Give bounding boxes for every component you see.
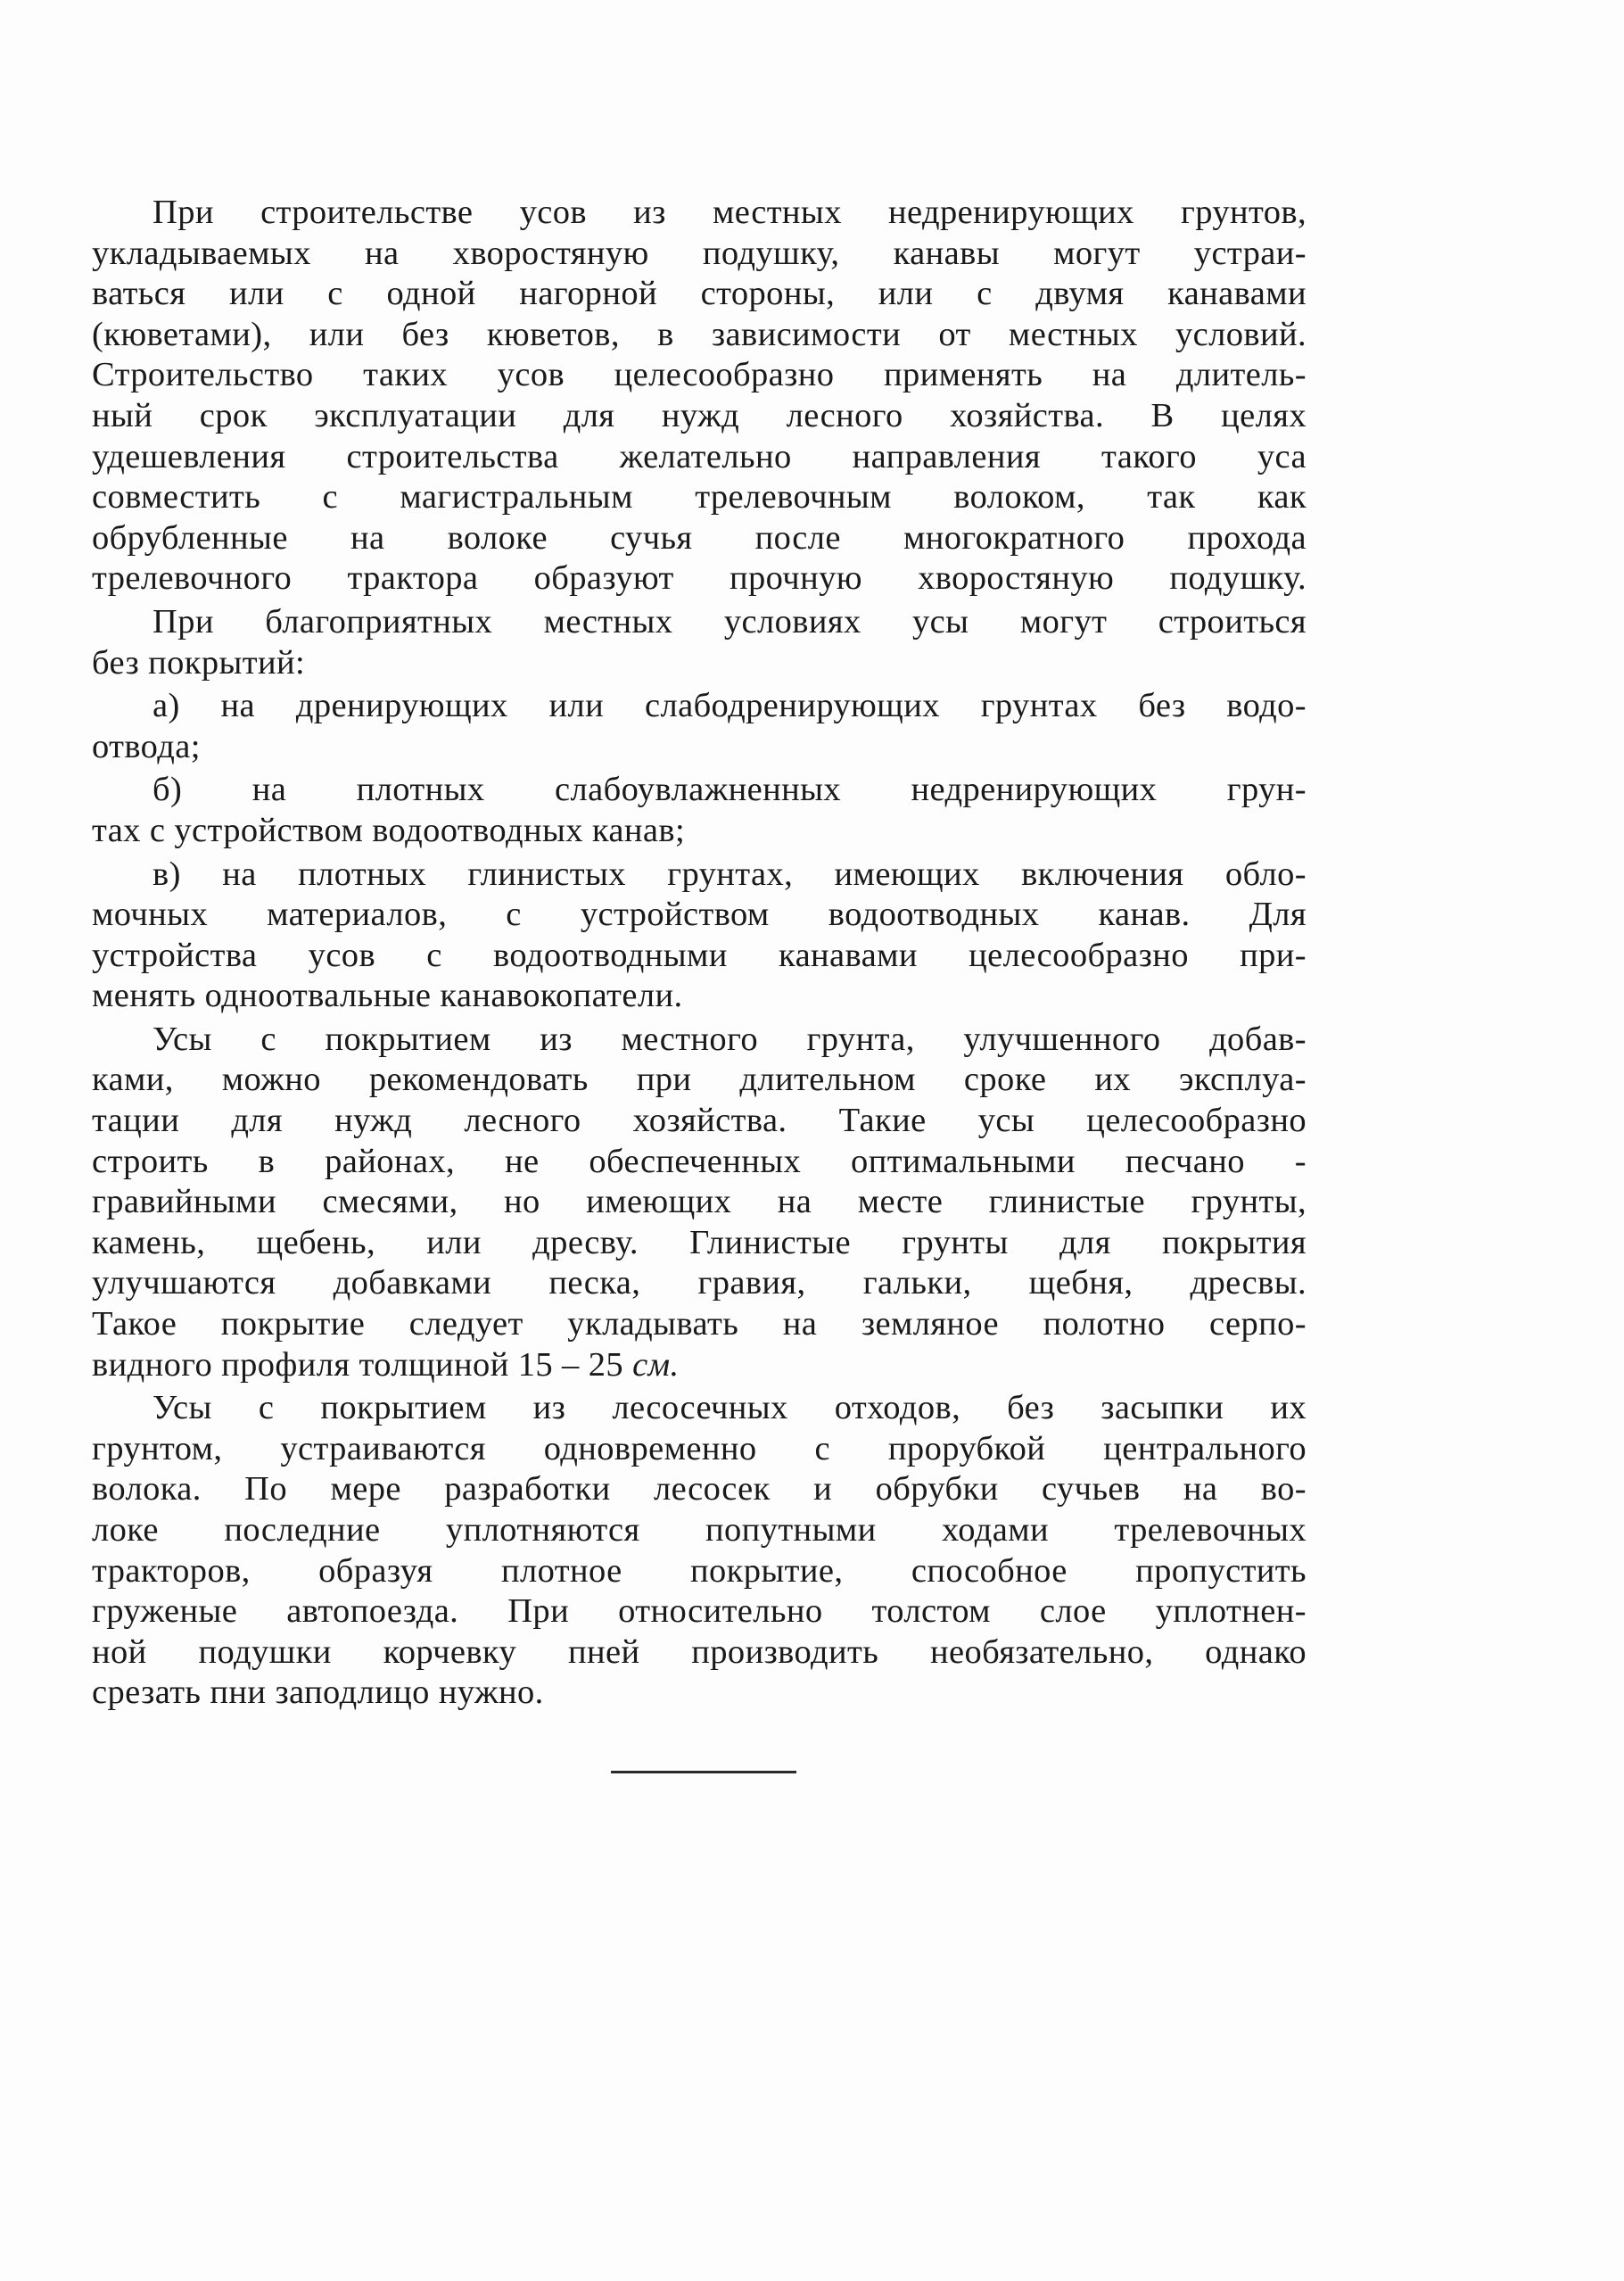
text-line: (кюветами), или без кюветов, в зависимости от местных условий.: [92, 315, 1307, 353]
end-rule: [611, 1771, 796, 1773]
text-line: улучшаются добавками песка, гравия, гальки, щебня, дресвы.: [92, 1264, 1307, 1302]
list-item-a: [92, 686, 1307, 767]
text-line: укладываемых на хворостяную подушку, канавы могут устраи-: [92, 234, 1307, 272]
text-line: тах с устройством водоотводных канав;: [92, 811, 686, 849]
text-line: ваться или с одной нагорной стороны, или с двумя канавами: [92, 275, 1307, 313]
text-line: груженые автопоезда. При относительно толстом слое уплотнен-: [92, 1592, 1307, 1631]
text-line: При благоприятных местных условиях усы могут строиться: [153, 602, 1307, 640]
text-line: ной подушки корчевку пней производить необязательно, однако: [92, 1632, 1307, 1671]
text-line: обрубленные на волоке сучья после многократного прохода: [92, 518, 1307, 557]
text-line: менять одноотвальные канавокопатели.: [92, 977, 683, 1015]
text-line: волока. По мере разработки лесосек и обрубки сучьев на во-: [92, 1470, 1307, 1508]
text-line: трелевочного трактора образуют прочную хворостяную подушку.: [92, 559, 1307, 598]
text-line: без покрытий:: [92, 643, 306, 682]
text-line: Такое покрытие следует укладывать на земляное полотно серпо-: [92, 1305, 1307, 1343]
text-line: тракторов, образуя плотное покрытие, способное пропустить: [92, 1551, 1307, 1590]
text-line: Строительство таких усов целесообразно применять на длитель-: [92, 356, 1307, 394]
unit-text: см.: [632, 1345, 680, 1384]
text-line: видного профиля толщиной 15 – 25 см.: [92, 1345, 680, 1384]
text-line: ками, можно рекомендовать при длительном сроке их эксплуа-: [92, 1061, 1307, 1099]
paragraph-4: [92, 1388, 1307, 1714]
text-line: а) на дренирующих или слабодренирующих грунтах без водо-: [153, 687, 1307, 725]
text-line: Усы с покрытием из лесосечных отходов, без засыпки их: [153, 1389, 1307, 1427]
text-line: гравийными смесями, но имеющих на месте глинистые грунты,: [92, 1183, 1307, 1221]
text-line: При строительстве усов из местных недренирующих грунтов,: [153, 194, 1307, 231]
text-line: устройства усов с водоотводными канавами целесообразно при-: [92, 936, 1307, 974]
paragraph-2: [92, 602, 1307, 683]
paragraph-1: [92, 193, 1307, 599]
list-item-b: [92, 770, 1307, 851]
text-line: локе последние уплотняются попутными ходами трелевочных: [92, 1511, 1307, 1549]
text-line: срезать пни заподлицо нужно.: [92, 1674, 544, 1712]
text-line: мочных материалов, с устройством водоотводных канав. Для: [92, 896, 1307, 934]
paragraph-3: [92, 1020, 1307, 1385]
text-line: в) на плотных глинистых грунтах, имеющих включения обло-: [153, 855, 1307, 893]
text-line: ный срок эксплуатации для нужд лесного хозяйства. В целях: [92, 396, 1307, 434]
text-line: отвода;: [92, 727, 201, 765]
text-line: Усы с покрытием из местного грунта, улучшенного добав-: [153, 1020, 1307, 1058]
text-line: строить в районах, не обеспеченных оптимальными песчано -: [92, 1142, 1307, 1180]
body-text: [92, 193, 1307, 1714]
text-line: удешевления строительства желательно направления такого уса: [92, 437, 1307, 475]
text-line: грунтом, устраиваются одновременно с прорубкой центрального: [92, 1429, 1307, 1467]
text-line: камень, щебень, или дресву. Глинистые грунты для покрытия: [92, 1223, 1307, 1261]
text-line: тации для нужд лесного хозяйства. Такие усы целесообразно: [92, 1102, 1307, 1140]
list-item-c: [92, 855, 1307, 1017]
text-line: б) на плотных слабоувлажненных недренирующих грун-: [153, 771, 1307, 809]
text-line: совместить с магистральным трелевочным волоком, так как: [92, 478, 1307, 517]
